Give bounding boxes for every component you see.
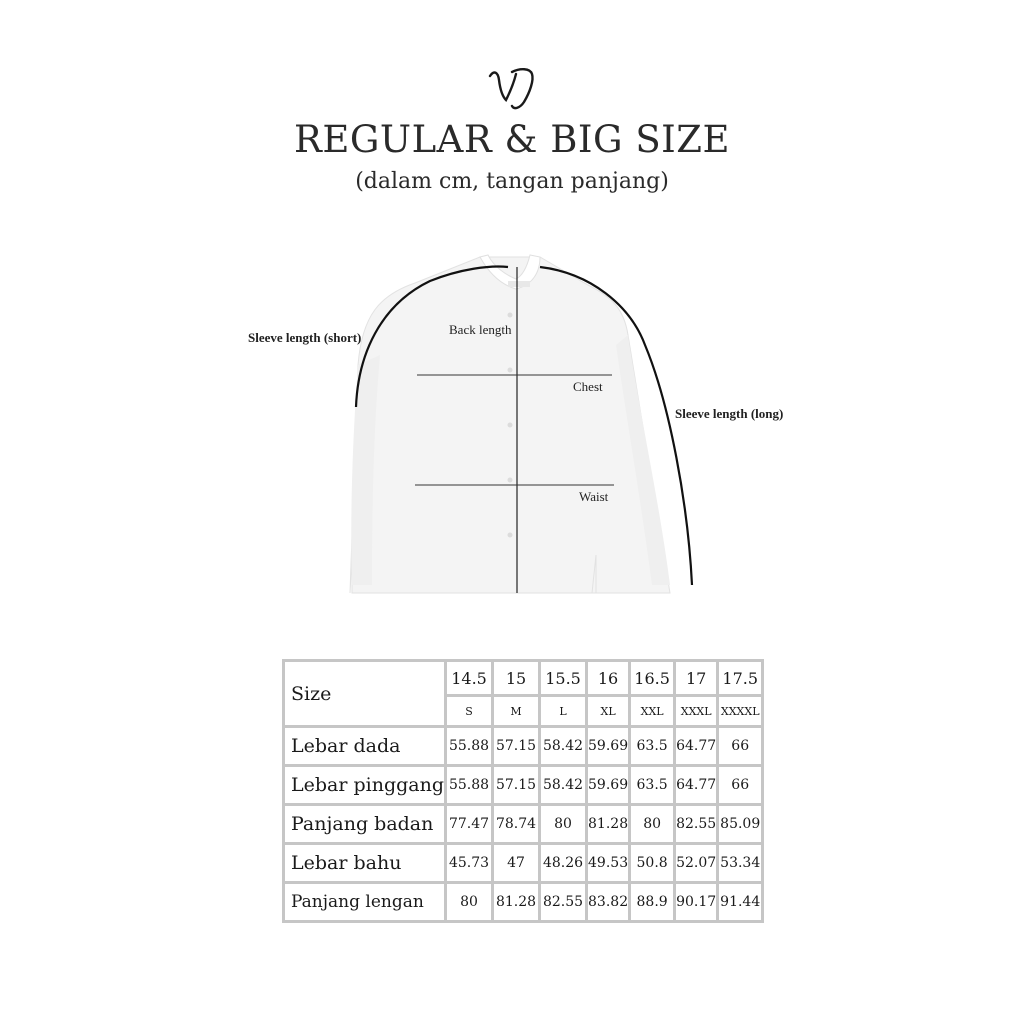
- size-value: 15: [493, 661, 540, 696]
- table-cell: 88.9: [630, 883, 675, 922]
- page-subtitle: (dalam cm, tangan panjang): [355, 169, 669, 194]
- label-waist: Waist: [579, 489, 609, 504]
- table-cell: 81.28: [493, 883, 540, 922]
- table-cell: 59.69: [587, 766, 630, 805]
- table-cell: 82.55: [540, 883, 587, 922]
- size-value: 17: [675, 661, 718, 696]
- size-chart-table: [282, 659, 764, 923]
- table-row: [284, 727, 763, 766]
- table-cell: 52.07: [675, 844, 718, 883]
- table-cell: 59.69: [587, 727, 630, 766]
- row-label: Lebar pinggang: [284, 766, 446, 805]
- table-row: [284, 883, 763, 922]
- label-sleeve-short: Sleeve length (short): [248, 330, 362, 345]
- brand-logo: [0, 62, 1024, 118]
- table-cell: 55.88: [446, 766, 493, 805]
- shirt-illustration: [240, 245, 800, 600]
- size-value: 16.5: [630, 661, 675, 696]
- table-cell: 82.55: [675, 805, 718, 844]
- table-row: [284, 766, 763, 805]
- size-code: S: [446, 696, 493, 727]
- table-cell: 55.88: [446, 727, 493, 766]
- table-cell: 45.73: [446, 844, 493, 883]
- row-label: Panjang lengan: [284, 883, 446, 922]
- label-back-length: Back length: [449, 322, 512, 337]
- table-cell: 80: [446, 883, 493, 922]
- table-cell: 57.15: [493, 727, 540, 766]
- table-cell: 85.09: [718, 805, 763, 844]
- table-cell: 77.47: [446, 805, 493, 844]
- table-cell: 64.77: [675, 727, 718, 766]
- table-cell: 90.17: [675, 883, 718, 922]
- table-cell: 63.5: [630, 766, 675, 805]
- table-cell: 63.5: [630, 727, 675, 766]
- table-cell: 81.28: [587, 805, 630, 844]
- size-value: 17.5: [718, 661, 763, 696]
- size-header-label: Size: [284, 661, 446, 727]
- size-code: XXL: [630, 696, 675, 727]
- table-cell: 50.8: [630, 844, 675, 883]
- label-sleeve-long: Sleeve length (long): [675, 406, 784, 421]
- size-value: 15.5: [540, 661, 587, 696]
- vj-monogram-logo: [482, 62, 542, 114]
- table-cell: 58.42: [540, 766, 587, 805]
- size-code: XXXL: [675, 696, 718, 727]
- page-title: REGULAR & BIG SIZE: [293, 118, 731, 161]
- label-chest: Chest: [573, 379, 603, 394]
- size-code: XL: [587, 696, 630, 727]
- row-label: Lebar dada: [284, 727, 446, 766]
- table-cell: 49.53: [587, 844, 630, 883]
- table-cell: 80: [540, 805, 587, 844]
- table-cell: 83.82: [587, 883, 630, 922]
- row-label: Panjang badan: [284, 805, 446, 844]
- table-cell: 80: [630, 805, 675, 844]
- table-cell: 48.26: [540, 844, 587, 883]
- table-row: [284, 844, 763, 883]
- size-code: L: [540, 696, 587, 727]
- table-cell: 66: [718, 727, 763, 766]
- table-cell: 47: [493, 844, 540, 883]
- size-value: 14.5: [446, 661, 493, 696]
- shirt-measurement-diagram: [240, 245, 800, 600]
- size-code: M: [493, 696, 540, 727]
- table-cell: 64.77: [675, 766, 718, 805]
- row-label: Lebar bahu: [284, 844, 446, 883]
- table-cell: 58.42: [540, 727, 587, 766]
- size-value: 16: [587, 661, 630, 696]
- table-cell: 78.74: [493, 805, 540, 844]
- table-cell: 53.34: [718, 844, 763, 883]
- size-header-row: [284, 661, 763, 696]
- table-cell: 66: [718, 766, 763, 805]
- table-cell: 57.15: [493, 766, 540, 805]
- table-row: [284, 805, 763, 844]
- table-cell: 91.44: [718, 883, 763, 922]
- size-code: XXXXL: [718, 696, 763, 727]
